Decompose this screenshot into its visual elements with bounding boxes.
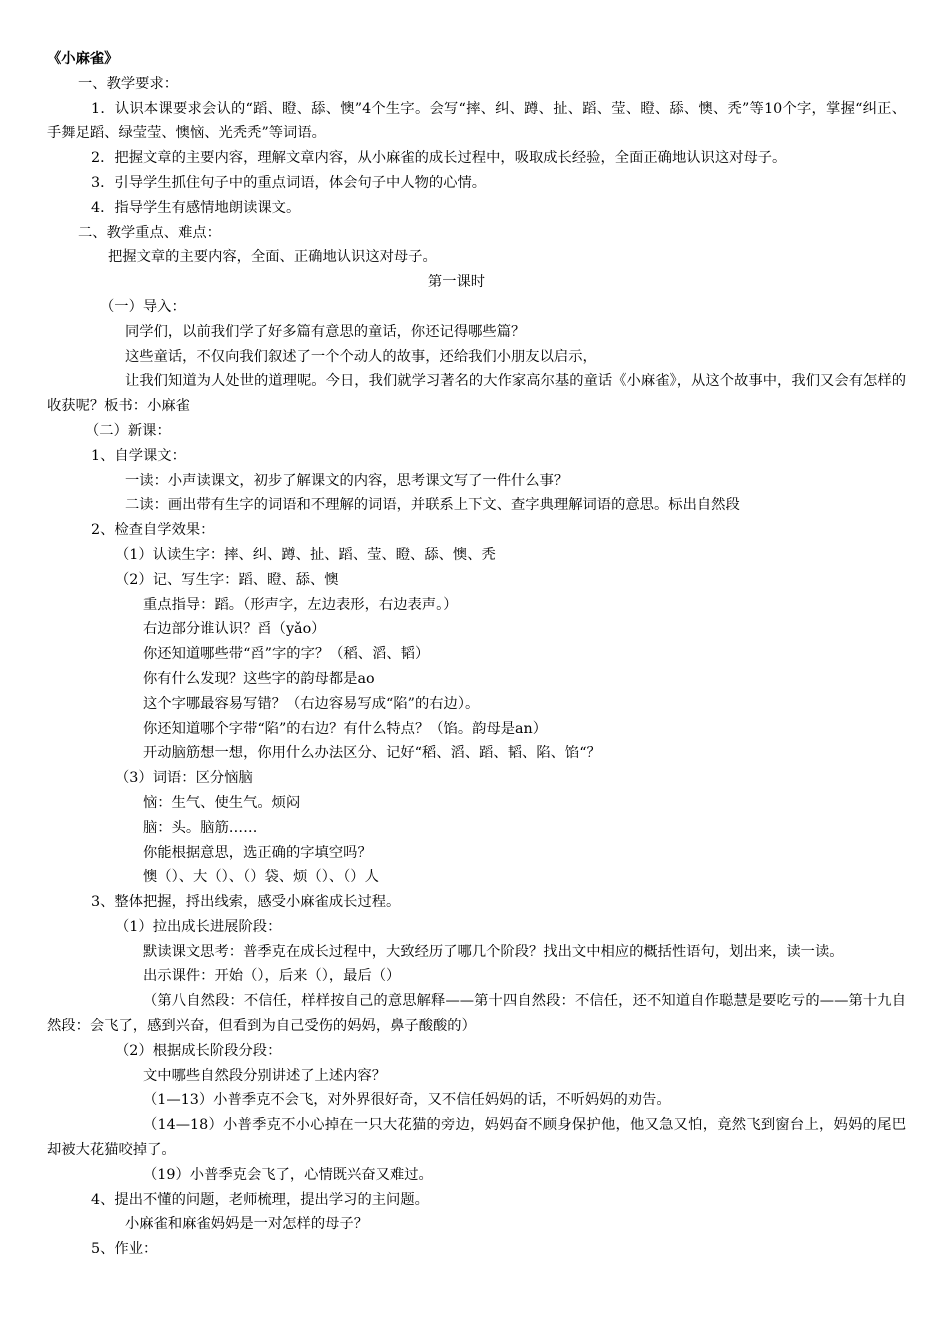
paragraph: （2）记、写生字：蹈、瞪、舔、懊 xyxy=(115,571,339,588)
step-heading: 3、整体把握，捋出线索，感受小麻雀成长过程。 xyxy=(91,894,401,911)
section-heading: 二、教学重点、难点： xyxy=(78,224,221,241)
paragraph: 文中哪些自然段分别讲述了上述内容？ xyxy=(143,1067,387,1084)
subsection-heading: （二）新课： xyxy=(85,422,171,439)
paragraph: 你能根据意思，选正确的字填空吗？ xyxy=(143,844,372,861)
lesson-heading: 第一课时 xyxy=(427,274,486,291)
paragraph: （2）根据成长阶段分段： xyxy=(115,1042,282,1059)
paragraph: 这些童话，不仅向我们叙述了一个个动人的故事，还给我们小朋友以启示， xyxy=(125,348,597,365)
step-heading: 1、自学课文： xyxy=(91,447,186,464)
paragraph: 脑：头。脑筋…… xyxy=(143,819,258,836)
paragraph: （1—13）小普季克不会飞，对外界很好奇，又不信任妈妈的话，不听妈妈的劝告。 xyxy=(143,1092,671,1109)
paragraph: 4．指导学生有感情地朗读课文。 xyxy=(91,199,301,216)
paragraph: 小麻雀和麻雀妈妈是一对怎样的母子？ xyxy=(125,1216,369,1233)
paragraph: 出示课件：开始（），后来（），最后（） xyxy=(143,968,401,985)
paragraph: 你有什么发现？这些字的韵母都是ao xyxy=(143,670,375,687)
paragraph: 3．引导学生抓住句子中的重点词语，体会句子中人物的心情。 xyxy=(91,174,487,191)
paragraph: 重点指导：蹈。（形声字，左边表形，右边表声。） xyxy=(143,596,458,613)
paragraph: 你还知道哪些带“舀”字的字？（稻、滔、韬） xyxy=(143,646,430,663)
paragraph: 同学们，以前我们学了好多篇有意思的童话，你还记得哪些篇？ xyxy=(125,323,526,340)
paragraph: （14—18）小普季克不小心掉在一只大花猫的旁边，妈妈奋不顾身保护他，他又急又怕，竟然飞到窗台上，妈妈的尾巴却被大花猫咬掉了。 xyxy=(47,1117,906,1159)
subsection-heading: （一）导入： xyxy=(100,298,186,315)
paragraph: （19）小普季克会飞了，心情既兴奋又难过。 xyxy=(143,1166,433,1183)
paragraph: 这个字哪最容易写错？（右边容易写成“陷”的右边）。 xyxy=(143,695,480,712)
paragraph: 把握文章的主要内容，全面、正确地认识这对母子。 xyxy=(108,249,437,266)
paragraph: 恼：生气、使生气。烦闷 xyxy=(143,794,301,811)
paragraph: 你还知道哪个字带“陷”的右边？有什么特点？（馅。韵母是an） xyxy=(143,720,548,737)
paragraph: （1）认读生字：摔、纠、蹲、扯、蹈、莹、瞪、舔、懊、秃 xyxy=(115,546,496,563)
step-heading: 5、作业： xyxy=(91,1241,158,1258)
paragraph: 默读课文思考：普季克在成长过程中，大致经历了哪几个阶段？找出文中相应的概括性语句，划出来，读一读。 xyxy=(143,943,844,960)
step-heading: 4、提出不懂的问题，老师梳理，提出学习的主问题。 xyxy=(91,1191,429,1208)
paragraph: （1）拉出成长进展阶段： xyxy=(115,918,282,935)
paragraph: 右边部分谁认识？舀（yǎo） xyxy=(143,621,326,638)
paragraph: 开动脑筋想一想，你用什么办法区分、记好“稻、滔、蹈、韬、陷、馅“？ xyxy=(143,745,601,762)
paragraph: 一读：小声读课文，初步了解课文的内容，思考课文写了一件什么事？ xyxy=(125,472,569,489)
document-title: 《小麻雀》 xyxy=(47,51,119,67)
section-heading: 一、教学要求： xyxy=(78,75,179,92)
paragraph: 懊（）、大（）、（）袋、烦（）、（）人 xyxy=(143,869,379,886)
paragraph: 让我们知道为人处世的道理呢。今日，我们就学习著名的大作家高尔基的童话《小麻雀》，从这个故事中，我们又会有怎样的收获呢？板书：小麻雀 xyxy=(47,373,906,415)
paragraph: （第八自然段：不信任，样样按自己的意思解释——第十四自然段：不信任，还不知道自作聪慧是要吃亏的——第十九自然段：会飞了，感到兴奋，但看到为自己受伤的妈妈，鼻子酸酸的） xyxy=(47,993,906,1035)
paragraph: 1．认识本课要求会认的“蹈、瞪、舔、懊”4个生字。会写“摔、纠、蹲、扯、蹈、莹、瞪、舔、懊、秃”等10个字，掌握“纠正、手舞足蹈、绿莹莹、懊恼、光秃秃”等词语。 xyxy=(47,100,906,142)
step-heading: 2、检查自学效果： xyxy=(91,522,215,539)
paragraph: 2．把握文章的主要内容，理解文章内容，从小麻雀的成长过程中，吸取成长经验，全面正确地认识这对母子。 xyxy=(91,150,787,167)
paragraph: 二读：画出带有生字的词语和不理解的词语，并联系上下文、查字典理解词语的意思。标出自然段 xyxy=(125,497,740,514)
paragraph: （3）词语：区分恼脑 xyxy=(115,770,253,787)
